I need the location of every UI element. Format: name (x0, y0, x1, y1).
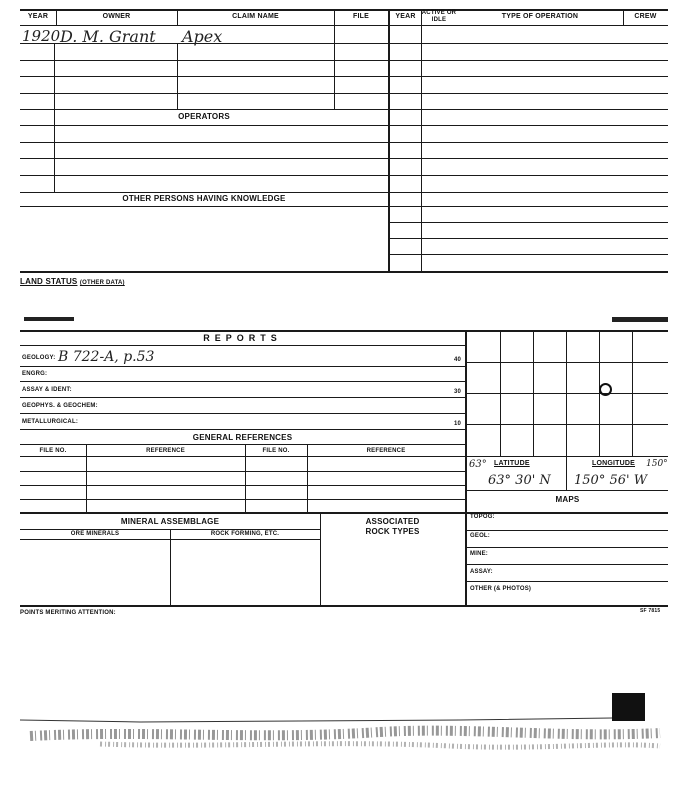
longitude-label: LONGITUDE (592, 460, 636, 467)
points-meriting-attention-label: POINTS MERITING ATTENTION: (20, 610, 116, 616)
scan-edge-line (20, 718, 612, 722)
report-num-40: 40 (454, 357, 462, 363)
associated-label: ASSOCIATED (365, 517, 420, 526)
report-label-engrg: ENGRG: (22, 371, 48, 377)
lon-degree-mark: 150° (646, 459, 668, 469)
ref-header-reference-2: REFERENCE (366, 448, 406, 454)
ref-header-file-no: FILE NO. (39, 448, 67, 454)
lat-degree-mark: 63° (469, 459, 487, 470)
report-num-30: 30 (454, 389, 462, 395)
header-owner: OWNER (102, 13, 131, 20)
ref-header-file-no-2: FILE NO. (262, 448, 290, 454)
land-status-title: LAND STATUS (20, 277, 78, 286)
report-label-assay: ASSAY & IDENT: (22, 387, 72, 393)
entry-claim-name: Apex (182, 27, 223, 46)
maps-mine: MINE: (470, 551, 488, 557)
header-year-right: YEAR (395, 13, 416, 20)
maps-other: OTHER (& PHOTOS) (470, 586, 532, 592)
maps-topog: TOPOG: (470, 514, 495, 520)
report-num-10: 10 (454, 421, 462, 427)
scan-smudge (24, 317, 74, 321)
form-code: SF 7815 (640, 608, 661, 614)
header-claim-name: CLAIM NAME (232, 13, 279, 20)
report-label-geology: GEOLOGY: (22, 355, 56, 361)
maps-title: MAPS (555, 495, 580, 504)
operators-label: OPERATORS (178, 112, 230, 121)
scan-noise-band (100, 744, 660, 747)
header-type-of-operation: TYPE OF OPERATION (501, 13, 579, 20)
longitude-value: 150° 56' W (574, 473, 648, 488)
latitude-label: LATITUDE (494, 460, 530, 467)
ore-minerals-label: ORE MINERALS (70, 531, 120, 537)
scan-dark-block (612, 693, 645, 721)
header-active-or-idle: ACTIVE OR IDLE (421, 10, 457, 23)
scan-noise-band (30, 731, 660, 736)
rock-types-label: ROCK TYPES (365, 527, 420, 536)
land-status-sub: (OTHER DATA) (79, 280, 125, 286)
report-label-geophys: GEOPHYS. & GEOCHEM: (22, 403, 98, 409)
rock-forming-label: ROCK FORMING, ETC. (210, 531, 280, 537)
mineral-assemblage-title: MINERAL ASSEMBLAGE (120, 517, 220, 526)
scan-smudge (612, 317, 668, 322)
header-file: FILE (353, 13, 369, 20)
report-label-metallurgical: METALLURGICAL: (22, 419, 79, 425)
ref-header-reference: REFERENCE (146, 448, 185, 454)
header-year: YEAR (27, 13, 49, 20)
entry-owner: D. M. Grant (60, 27, 156, 46)
reports-title: REPORTS (203, 333, 282, 343)
entry-year: 1920 (22, 27, 61, 45)
latitude-value: 63° 30' N (488, 473, 551, 488)
report-value-geology: B 722-A, p.53 (58, 349, 155, 365)
maps-assay: ASSAY: (470, 569, 493, 575)
header-crew: CREW (634, 13, 657, 20)
maps-geol: GEOL: (470, 533, 490, 539)
general-references-title: GENERAL REFERENCES (192, 433, 293, 442)
other-persons-label: OTHER PERSONS HAVING KNOWLEDGE (122, 194, 286, 203)
